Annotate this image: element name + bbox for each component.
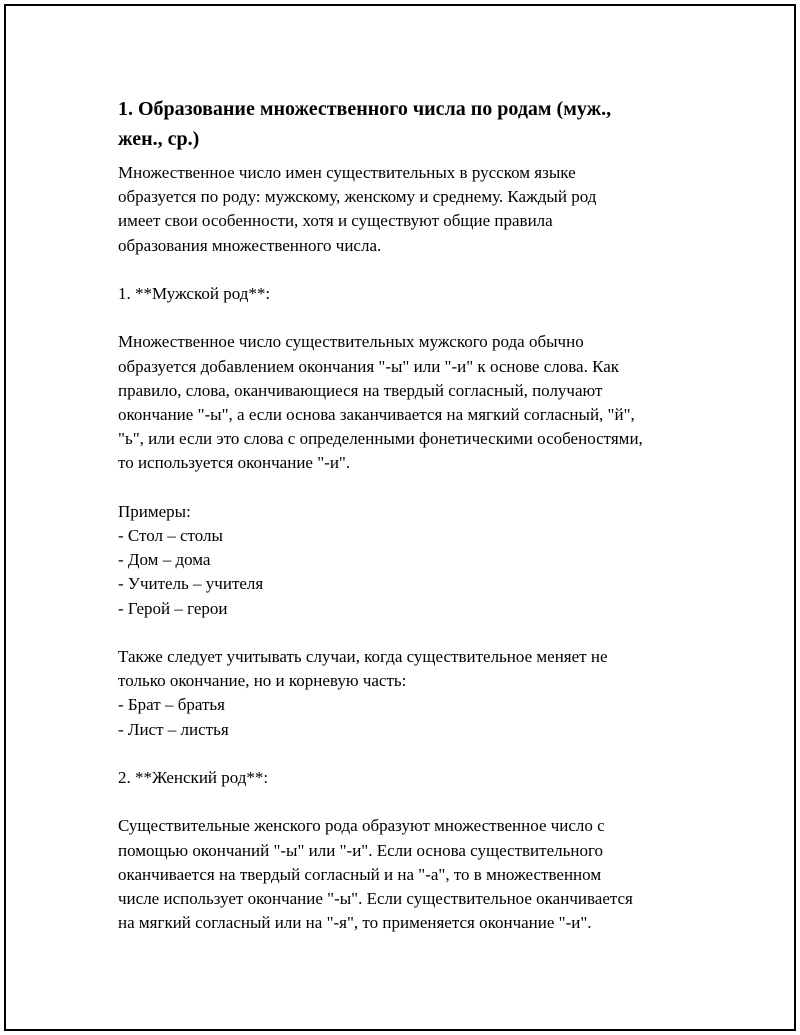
- text-line: образуется добавлением окончания "-ы" или "-и" к основе слова. Как: [118, 356, 620, 376]
- text-line: Существительные женского рода образуют множественное число с: [118, 816, 605, 836]
- text-line: окончание "-ы", а если основа заканчивается на мягкий согласный, "й",: [118, 405, 635, 424]
- text-line: то используется окончание "-и".: [118, 453, 351, 473]
- blank-line: [118, 306, 708, 330]
- blank-line: [118, 790, 708, 814]
- text-body: [118, 161, 708, 935]
- blank-line: [118, 621, 708, 645]
- text-line: Также следует учитывать случаи, когда существительное меняет не: [118, 647, 608, 666]
- text-line: "ь", или если это слова с определенными фонетическими особеностями,: [118, 429, 643, 449]
- example-item: - Лист – листья: [118, 719, 229, 739]
- text-line: числе использует окончание "-ы". Если существительное оканчивается: [118, 889, 633, 908]
- example-item: - Стол – столы: [118, 526, 223, 545]
- text-line: Множественное число имен существительных в русском языке: [118, 163, 576, 182]
- blank-line: [118, 258, 708, 282]
- text-line: образуется по роду: мужскому, женскому и среднему. Каждый род: [118, 187, 597, 207]
- text-line: правило, слова, оканчивающиеся на твердый согласный, получают: [118, 380, 603, 400]
- example-item: - Герой – герои: [118, 598, 228, 618]
- title-line: 1. Образование множественного числа по родам (муж.,: [118, 98, 612, 120]
- blank-line: [118, 742, 708, 766]
- text-line: оканчивается на твердый согласный и на "-а", то в множественном: [118, 864, 602, 884]
- blank-line: [118, 476, 708, 500]
- text-line: на мягкий согласный или на "-я", то применяется окончание "-и".: [118, 913, 592, 933]
- example-item: - Брат – братья: [118, 695, 225, 715]
- text-line: помощью окончаний "-ы" или "-и". Если основа существительного: [118, 840, 603, 860]
- text-line: только окончание, но и корневую часть:: [118, 671, 407, 691]
- document-title: [118, 94, 708, 154]
- text-line: Множественное число существительных мужского рода обычно: [118, 332, 584, 352]
- example-item: - Дом – дома: [118, 550, 211, 570]
- section-heading: 1. **Мужской род**:: [118, 284, 271, 303]
- title-line: жен., ср.): [118, 128, 200, 150]
- text-line: имеет свои особенности, хотя и существуют общие правила: [118, 211, 553, 231]
- examples-heading: Примеры:: [118, 501, 191, 521]
- text-line: образования множественного числа.: [118, 235, 382, 255]
- document-body: [118, 94, 708, 935]
- example-item: - Учитель – учителя: [118, 574, 264, 594]
- section-heading: 2. **Женский род**:: [118, 768, 269, 787]
